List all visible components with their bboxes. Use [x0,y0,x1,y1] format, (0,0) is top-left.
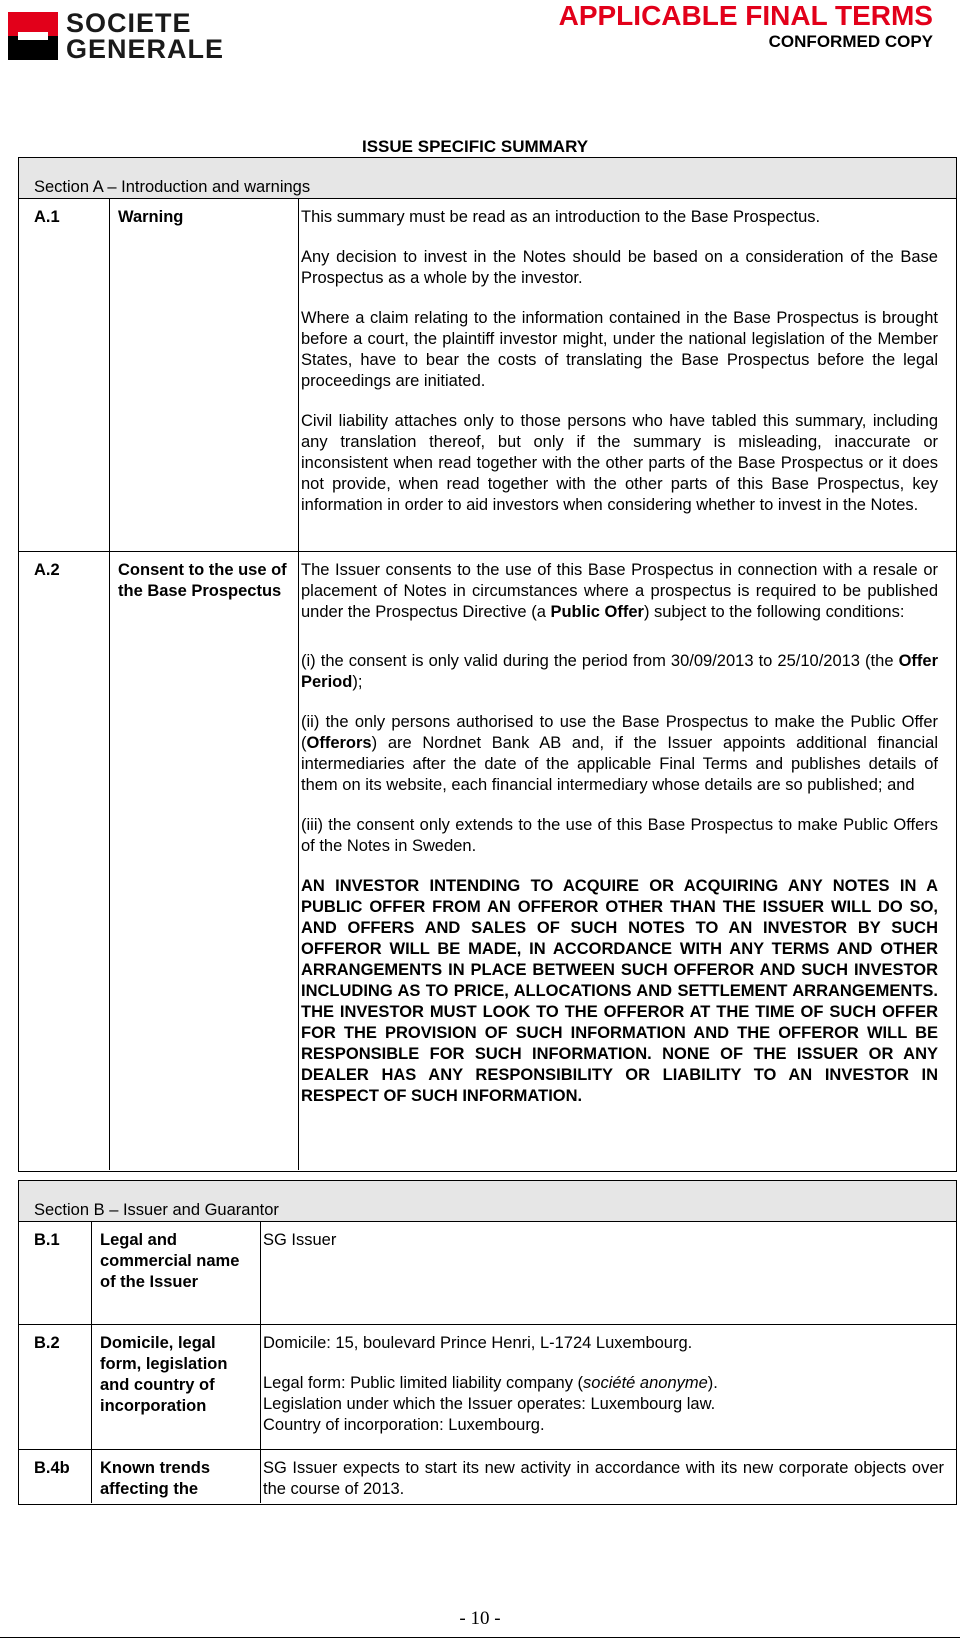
a2-paragraph: (i) the consent is only valid during the period from 30/09/2013 to 25/10/2013 (the Offer Period); [301,652,938,691]
b2-legislation: Legislation under which the Issuer operates: Luxembourg law. [263,1395,716,1413]
section-a-table [18,157,957,1172]
row-a2 [19,551,956,1170]
b2-country: Country of incorporation: Luxembourg. [263,1416,545,1434]
page-header [0,0,960,80]
logo-mark-icon [8,12,58,60]
logo-line-2: GENERALE [66,34,225,64]
a2-disclaimer: AN INVESTOR INTENDING TO ACQUIRE OR ACQUIRING ANY NOTES IN A PUBLIC OFFER FROM AN OFFEROR OTHER THAN THE ISSUER WILL DO SO, AND OFFERS AND SALES OF SUCH NOTES TO AN INVESTOR BY SUCH OFFEROR WILL BE MADE, IN ACCORDANCE WITH ANY TERMS AND OTHER ARRANGEMENTS IN PLACE BETWEEN SUCH OFFEROR AND SUCH INVESTOR INCLUDING AS TO PRICE, ALLOCATIONS AND SETTLEMENT ARRANGEMENTS. THE INVESTOR MUST LOOK TO THE OFFEROR AT THE TIME OF SUCH OFFER FOR THE PROVISION OF SUCH INFORMATION AND THE OFFEROR WILL BE RESPONSIBLE FOR SUCH INFORMATION. NONE OF THE ISSUER OR ANY DEALER HAS ANY RESPONSIBILITY OR LIABILITY TO AN INVESTOR IN RESPECT OF SUCH INFORMATION. [301,877,938,1105]
section-b-table [18,1180,957,1505]
header-title: APPLICABLE FINAL TERMS [558,0,933,31]
b2-legal-form: Legal form: Public limited liability company (société anonyme). [263,1374,718,1392]
b2-label: Domicile, legal form, legislation and country of incorporation [91,1325,261,1449]
a2-label: Consent to the use of the Base Prospectus [109,552,299,1170]
a1-paragraph: This summary must be read as an introduction to the Base Prospectus. [301,208,821,226]
b2-text [261,1325,956,1449]
a1-paragraph: Any decision to invest in the Notes should be based on a consideration of the Base Prospectus as a whole by the investor. [301,248,938,287]
a1-paragraph: Where a claim relating to the information contained in the Base Prospectus is brought before a court, the plaintiff investor might, under the national legislation of the Member States, have to bear the costs of translating the Base Prospectus before the legal proceedings are initiated. [301,309,938,390]
b4b-value: SG Issuer expects to start its new activity in accordance with its new corporate objects over the course of 2013. [263,1459,944,1498]
b2-code: B.2 [34,1334,60,1352]
b1-code: B.1 [34,1231,60,1249]
a1-paragraph: Civil liability attaches only to those persons who have tabled this summary, including any translation thereof, but only if the summary is misleading, inaccurate or inconsistent when read together with the other parts of the Base Prospectus or it does not provide, when read together with the other parts of this Base Prospectus, key information in order to aid investors when considering whether to invest in the Notes. [301,412,938,514]
row-b1 [19,1222,956,1324]
header-subtitle: CONFORMED COPY [768,32,933,51]
row-b2 [19,1324,956,1449]
footer-divider [0,1637,960,1638]
a2-paragraph: The Issuer consents to the use of this Base Prospectus in connection with a resale or placement of Notes in circumstances where a prospectus is required to be published under the Prospectus Directive (a Public Offer) subject to the following conditions: [301,561,938,621]
page-number: - 10 - [459,1608,501,1629]
a2-paragraph: (iii) the consent only extends to the use of this Base Prospectus to make Public Offers of the Notes in Sweden. [301,816,938,855]
b1-label: Legal and commercial name of the Issuer [91,1222,261,1324]
row-a1 [19,199,956,551]
a1-code: A.1 [34,208,60,226]
b4b-label: Known trends affecting the [91,1450,261,1503]
b1-value: SG Issuer [263,1231,337,1249]
a2-paragraph: (ii) the only persons authorised to use the Base Prospectus to make the Public Offer (Offerors) are Nordnet Bank AB and, if the Issuer appoints additional financial intermediaries after the date of the applicable Final Terms and publishes details of them on its website, each financial intermediary whose details are so published; and [301,713,938,794]
b2-domicile: Domicile: 15, boulevard Prince Henri, L-1724 Luxembourg. [263,1334,693,1352]
logo-wordmark [66,10,224,62]
b4b-code: B.4b [34,1459,70,1477]
a2-code: A.2 [34,561,60,579]
a1-label: Warning [109,199,299,551]
section-a-heading: Section A – Introduction and warnings [19,158,956,199]
section-b-heading: Section B – Issuer and Guarantor [19,1181,956,1222]
summary-title: ISSUE SPECIFIC SUMMARY [362,137,589,156]
a1-text [299,199,956,551]
logo-line-1: SOCIETE [66,8,192,38]
societe-generale-logo [8,8,238,64]
a2-text [299,552,956,1170]
row-b4b [19,1449,956,1503]
